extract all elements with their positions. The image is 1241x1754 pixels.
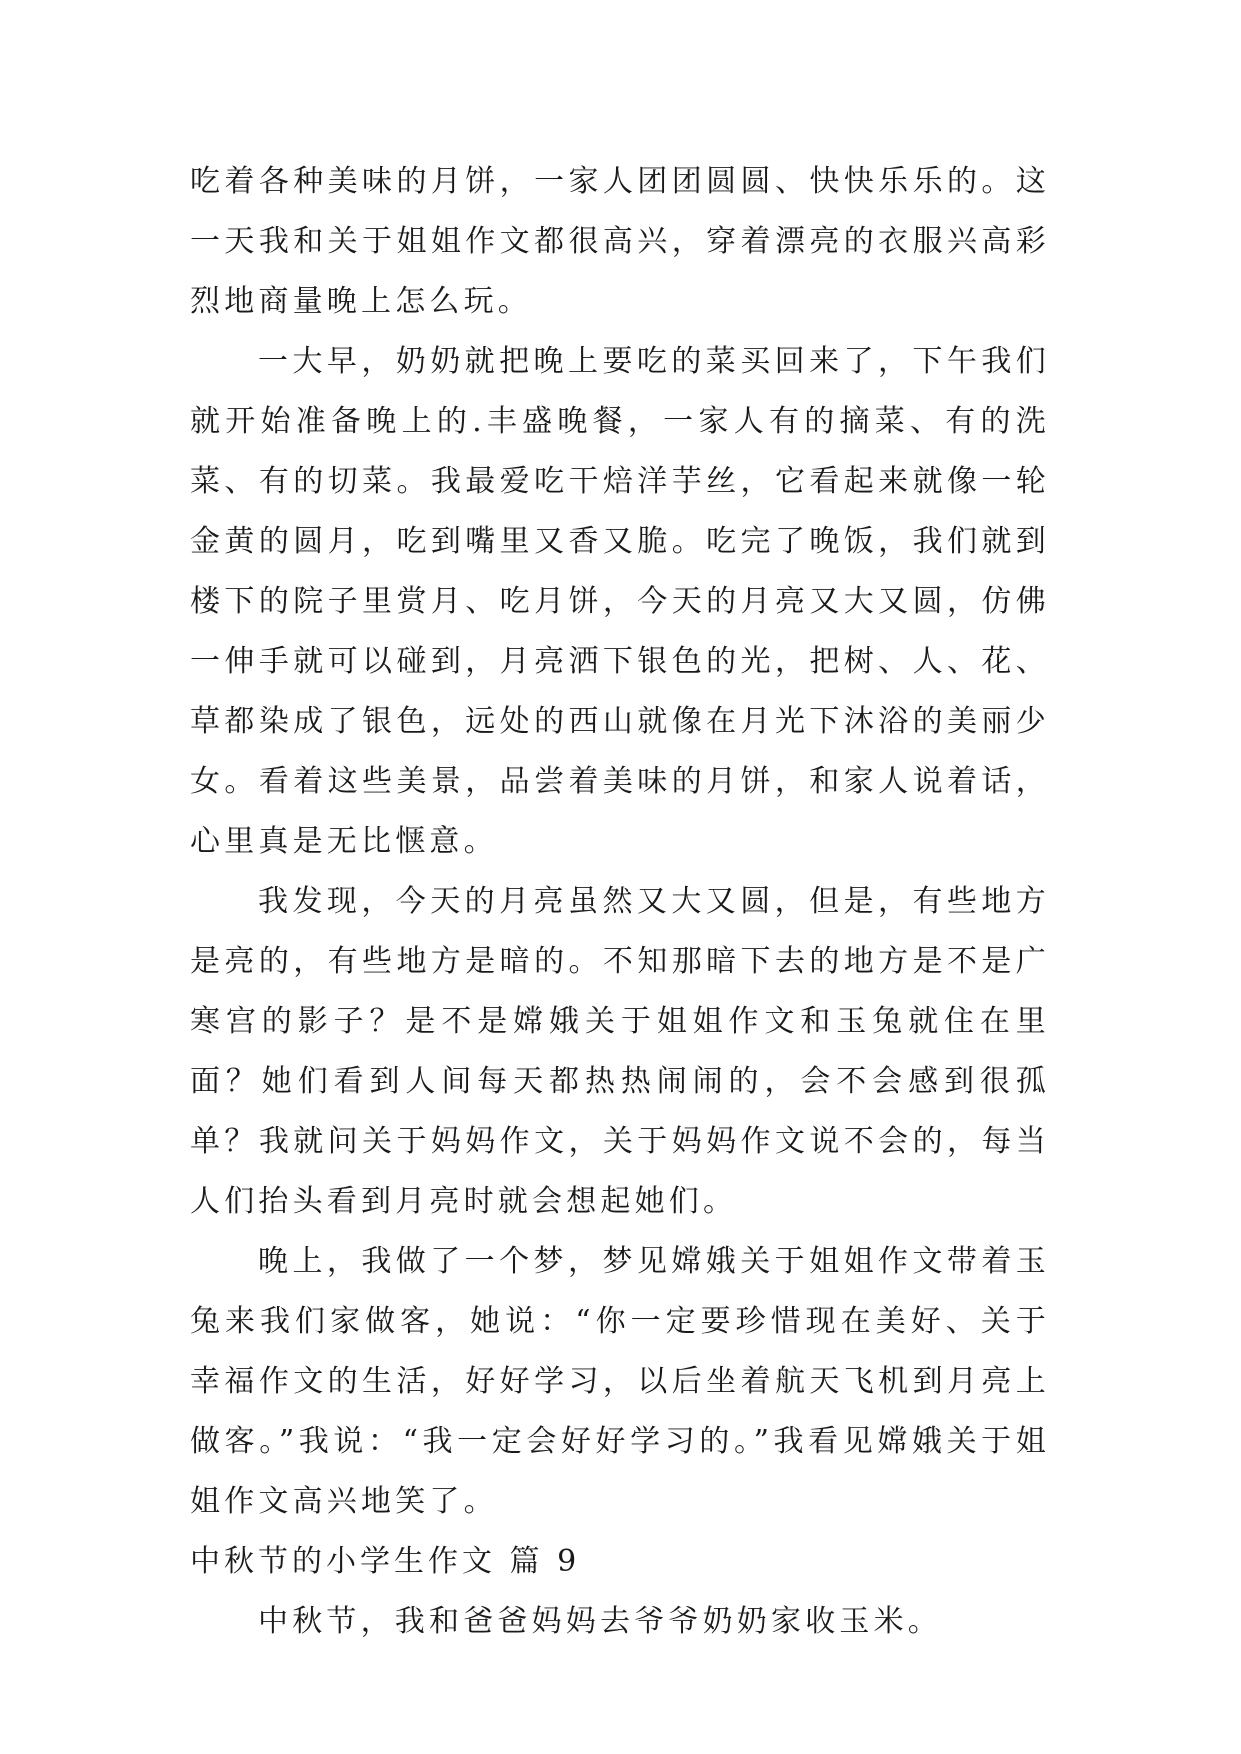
paragraph-3: 我发现，今天的月亮虽然又大又圆，但是，有些地方是亮的，有些地方是暗的。不知那暗下去的地方是不是广寒宫的影子？是不是嫦娥关于姐姐作文和玉兔就住在里面？她们看到人间每天都热热闹闹的，会不会感到很孤单？我就问关于妈妈作文，关于妈妈作文说不会的，每当人们抬头看到月亮时就会想起她们。	[190, 884, 1050, 1219]
section-heading: 中秋节的小学生作文 篇 9	[190, 1544, 581, 1579]
document-page	[190, 152, 1050, 1652]
paragraph-2: 一大早，奶奶就把晚上要吃的菜买回来了，下午我们就开始准备晚上的.丰盛晚餐，一家人有的摘菜、有的洗菜、有的切菜。我最爱吃干焙洋芋丝，它看起来就像一轮金黄的圆月，吃到嘴里又香又脆。吃完了晚饭，我们就到楼下的院子里赏月、吃月饼，今天的月亮又大又圆，仿佛一伸手就可以碰到，月亮洒下银色的光，把树、人、花、草都染成了银色，远处的西山就像在月光下沐浴的美丽少女。看着这些美景，品尝着美味的月饼，和家人说着话，心里真是无比惬意。	[190, 344, 1050, 859]
paragraph-4: 晚上，我做了一个梦，梦见嫦娥关于姐姐作文带着玉兔来我们家做客，她说：“你一定要珍惜现在美好、关于幸福作文的生活，好好学习，以后坐着航天飞机到月亮上做客。”我说：“我一定会好好学习的。”我看见嫦娥关于姐姐作文高兴地笑了。	[190, 1244, 1050, 1519]
paragraph-1: 吃着各种美味的月饼，一家人团团圆圆、快快乐乐的。这一天我和关于姐姐作文都很高兴，穿着漂亮的衣服兴高彩烈地商量晚上怎么玩。	[190, 164, 1050, 319]
paragraph-5: 中秋节，我和爸爸妈妈去爷爷奶奶家收玉米。	[258, 1604, 942, 1639]
